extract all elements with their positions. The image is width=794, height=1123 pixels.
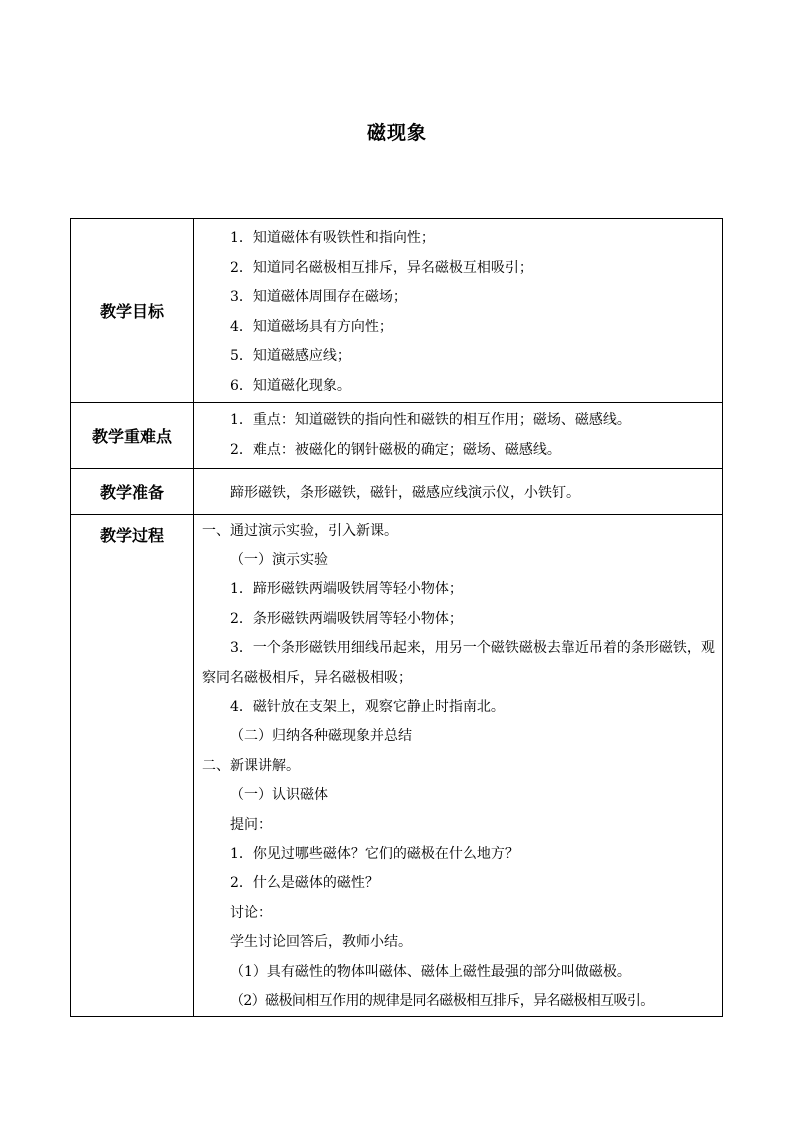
list-item: （2）磁极间相互作用的规律是同名磁极相互排斥，异名磁极相互吸引。 — [230, 993, 654, 1009]
list-item: 1．知道磁体有吸铁性和指向性； — [230, 230, 435, 246]
preparation-label: 教学准备 — [71, 469, 194, 515]
table-row-process — [71, 514, 723, 1017]
list-item: （1）具有磁性的物体叫磁体、磁体上磁性最强的部分叫做磁极。 — [230, 963, 631, 980]
preparation-content — [194, 469, 723, 515]
list-item: 提问： — [230, 816, 272, 833]
list-item: 6．知道磁化现象。 — [230, 377, 351, 394]
list-item: 1．蹄形磁铁两端吸铁屑等轻小物体； — [230, 581, 463, 598]
page-title: 磁现象 — [366, 122, 427, 144]
list-item: （一）演示实验 — [230, 551, 328, 568]
list-item: 1．重点：知道磁铁的指向性和磁铁的相互作用；磁场、磁感线。 — [230, 412, 631, 428]
key-points-label: 教学重难点 — [71, 403, 194, 469]
table-row-goals — [71, 219, 723, 403]
goals-label: 教学目标 — [71, 219, 194, 403]
list-item: 2．条形磁铁两端吸铁屑等轻小物体； — [230, 610, 463, 627]
process-label: 教学过程 — [71, 514, 194, 1017]
list-item: 2．知道同名磁极相互排斥，异名磁极互相吸引； — [230, 259, 533, 276]
list-item: 3．一个条形磁铁用细线吊起来，用另一个磁铁磁极去靠近吊着的条形磁铁，观察同名磁极相斥，异名磁极相吸； — [202, 640, 715, 686]
list-item: 一、通过演示实验，引入新课。 — [202, 522, 398, 539]
process-content — [194, 514, 723, 1017]
list-item: （一）认识磁体 — [230, 787, 328, 804]
goals-content — [194, 219, 723, 403]
table-row-key-points — [71, 403, 723, 469]
list-item: 2．难点：被磁化的钢针磁极的确定；磁场、磁感线。 — [230, 441, 561, 458]
list-item: 5．知道磁感应线； — [230, 348, 351, 364]
list-item: 3．知道磁体周围存在磁场； — [230, 289, 407, 305]
list-item: （二）归纳各种磁现象并总结 — [230, 728, 412, 745]
list-item: 4．知道磁场具有方向性； — [230, 318, 393, 335]
preparation-text: 蹄形磁铁，条形磁铁，磁针，磁感应线演示仪，小铁钉。 — [230, 485, 580, 501]
list-item: 二、新课讲解。 — [202, 757, 300, 774]
list-item: 4．磁针放在支架上，观察它静止时指南北。 — [230, 698, 505, 715]
key-points-content — [194, 403, 723, 469]
list-item: 2．什么是磁体的磁性？ — [230, 875, 379, 892]
list-item: 1．你见过哪些磁体？它们的磁极在什么地方？ — [230, 845, 519, 862]
lesson-plan-table — [70, 218, 723, 1017]
list-item: 学生讨论回答后，教师小结。 — [230, 934, 412, 951]
table-row-preparation — [71, 469, 723, 515]
list-item: 讨论： — [230, 904, 272, 921]
